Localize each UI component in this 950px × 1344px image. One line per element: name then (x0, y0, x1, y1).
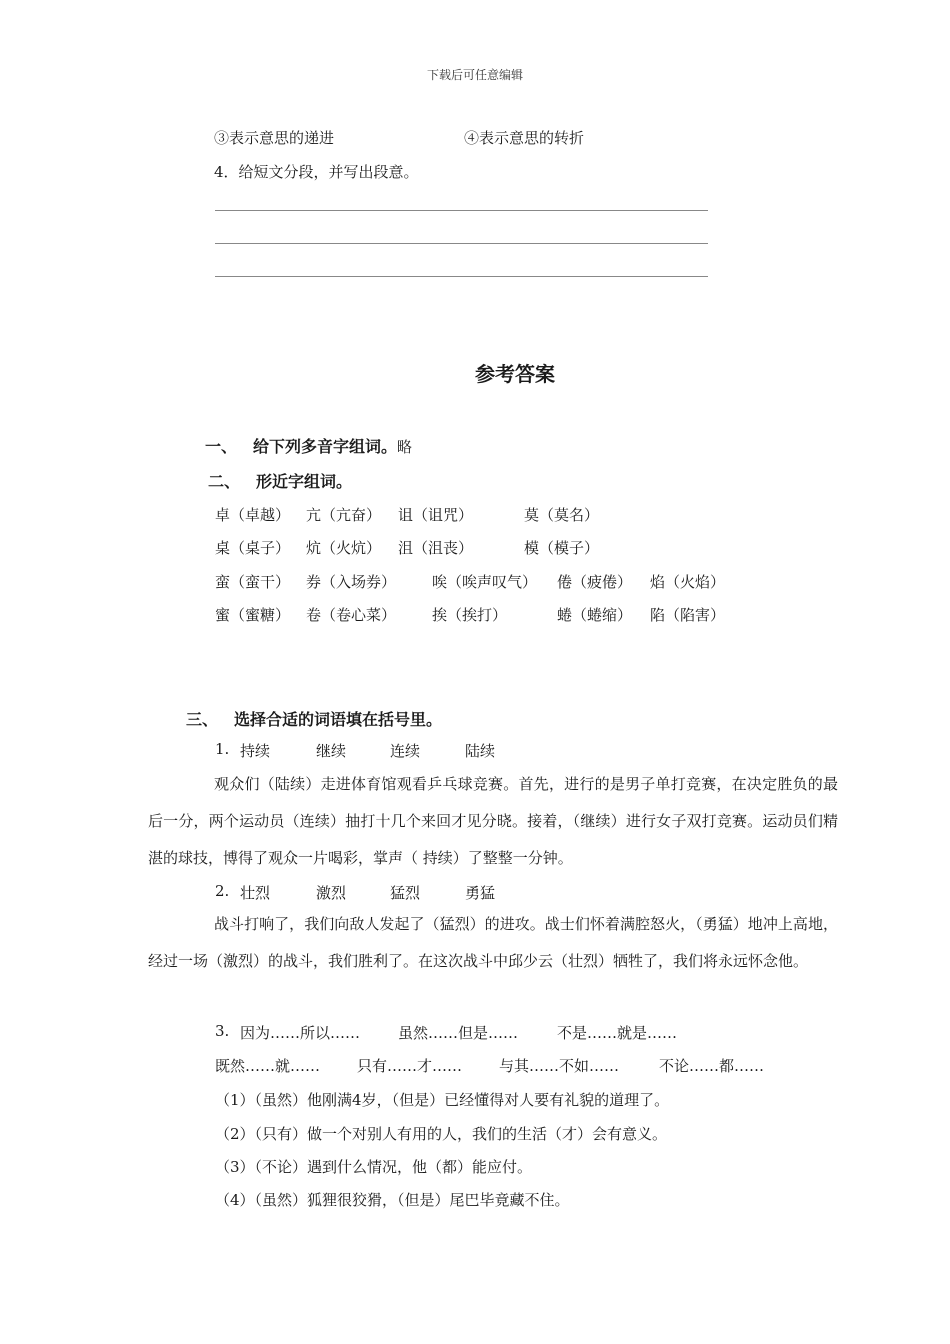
connective-option: 因为……所以…… (240, 1024, 361, 1042)
question-4-prompt: 4．给短文分段，并写出段意。 (214, 163, 419, 181)
section-3-heading (186, 707, 442, 730)
section-2-heading (208, 469, 352, 492)
option-3: ③表示意思的递进 (214, 129, 335, 147)
q3-answer-line: （1）（虽然）他刚满4岁，（但是）已经懂得对人要有礼貌的道理了。 (215, 1091, 670, 1109)
word-cell: 炕（火炕） (306, 539, 382, 557)
q3-answer-line: （4）（虽然）狐狸很狡猾，（但是）尾巴毕竟藏不住。 (215, 1191, 570, 1209)
word-option: 壮烈 (240, 884, 271, 902)
word-cell: 亢（亢奋） (306, 506, 382, 524)
section-1-title: 给下列多音字组词。 (253, 437, 398, 456)
word-option: 陆续 (465, 742, 496, 760)
question-number: 3. (215, 1022, 230, 1040)
answers-title: 参考答案 (475, 362, 555, 386)
word-option: 猛烈 (390, 884, 421, 902)
option-4: ④表示意思的转折 (464, 129, 585, 147)
word-cell: 陷（陷害） (650, 606, 726, 624)
word-cell: 挨（挨打） (432, 606, 508, 624)
word-cell: 卷（卷心菜） (306, 606, 397, 624)
word-cell: 焰（火焰） (650, 573, 726, 591)
word-cell: 倦（疲倦） (557, 573, 633, 591)
word-cell: 诅（诅咒） (398, 506, 474, 524)
connective-option: 既然……就…… (215, 1057, 321, 1075)
question-number: 2. (215, 882, 230, 900)
connective-option: 与其……不如…… (499, 1057, 620, 1075)
section-1-heading (205, 434, 412, 457)
section-3-number: 三、 (186, 710, 219, 729)
answer-blank-line-3 (215, 276, 708, 277)
q1-answer-paragraph: 观众们（陆续）走进体育馆观看乒乓球竞赛。首先，进行的是男子单打竞赛，在决定胜负的最后一分，两个运动员（连续）抽打十几个来回才见分晓。接着，（继续）进行女子双打竞赛。运动员们精湛的球技，博得了观众一片喝彩，掌声（ 持续）了整整一分钟。 (148, 775, 838, 867)
connective-option: 不论……都…… (659, 1057, 765, 1075)
word-cell: 卓（卓越） (215, 506, 291, 524)
word-cell: 蛮（蛮干） (215, 573, 291, 591)
word-option: 激烈 (316, 884, 347, 902)
word-option: 连续 (390, 742, 421, 760)
page-header: 下载后可任意编辑 (426, 68, 523, 82)
word-cell: 蜷（蜷缩） (557, 606, 633, 624)
word-cell: 唉（唉声叹气） (432, 573, 538, 591)
section-2-number: 二、 (208, 472, 241, 491)
connective-option: 不是……就是…… (557, 1024, 678, 1042)
section-3-title: 选择合适的词语填在括号里。 (234, 710, 443, 729)
connective-option: 只有……才…… (357, 1057, 463, 1075)
q3-answer-line: （3）（不论）遇到什么情况，他（都）能应付。 (215, 1158, 533, 1176)
section-1-number: 一、 (205, 437, 238, 456)
word-option: 勇猛 (465, 884, 496, 902)
section-2-title: 形近字组词。 (256, 472, 353, 491)
word-cell: 模（模子） (524, 539, 600, 557)
section-1-note: 略 (397, 438, 413, 456)
q3-answer-line: （2）（只有）做一个对别人有用的人，我们的生活（才）会有意义。 (215, 1125, 668, 1143)
word-option: 持续 (240, 742, 271, 760)
word-cell: 沮（沮丧） (398, 539, 474, 557)
word-cell: 莫（莫名） (524, 506, 600, 524)
word-cell: 蜜（蜜糖） (215, 606, 291, 624)
answer-blank-line-1 (215, 210, 708, 211)
q2-answer-paragraph: 战斗打响了，我们向敌人发起了（猛烈）的进攻。战士们怀着满腔怒火，（勇猛）地冲上高地，经过一场（激烈）的战斗，我们胜利了。在这次战斗中邱少云（壮烈）牺牲了，我们将永远怀念他。 (148, 915, 838, 970)
word-cell: 券（入场券） (306, 573, 397, 591)
question-number: 1. (215, 740, 230, 758)
connective-option: 虽然……但是…… (398, 1024, 519, 1042)
answer-blank-line-2 (215, 243, 708, 244)
word-option: 继续 (316, 742, 347, 760)
word-cell: 桌（桌子） (215, 539, 291, 557)
